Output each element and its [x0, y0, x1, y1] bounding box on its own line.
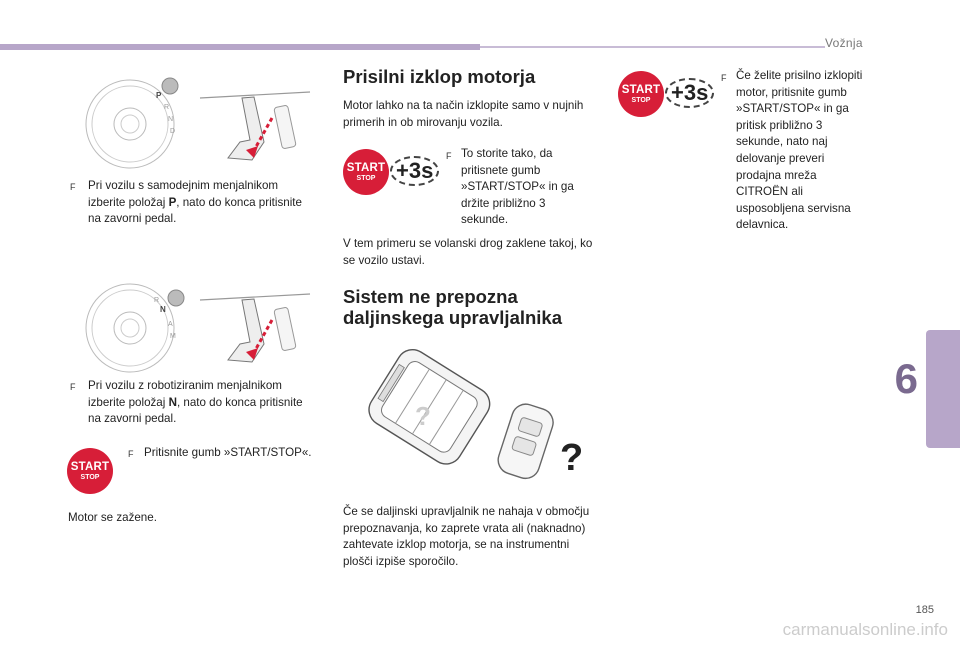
top-accent-line: [480, 46, 825, 48]
car-and-key-illustration: [355, 345, 590, 495]
bullet-icon: F: [721, 73, 727, 83]
watermark: carmanualsonline.info: [782, 620, 948, 639]
start-stop-button-icon: [343, 149, 389, 195]
gear-letter-r: R: [164, 104, 170, 111]
auto-gearbox-gear: P: [168, 195, 177, 209]
auto-gearbox-instruction: [88, 178, 318, 228]
remote-not-recognized-title: [343, 286, 562, 328]
bullet-icon: F: [446, 151, 452, 161]
auto-gearbox-text-post: , nato do konca pritisnite na zavorni pedal.: [88, 195, 302, 226]
remote-title-line2: daljinskega upravljalnika: [343, 307, 563, 328]
remote-title-line1: Sistem ne prepozna: [343, 286, 518, 307]
forced-stop-instruction: To storite tako, da pritisnete gumb »START/STOP« in ga držite približno 3 sekunde.: [461, 147, 574, 227]
key-question-mark: ?: [560, 437, 584, 479]
car-question-mark: ?: [415, 401, 431, 431]
robot-gearbox-text-post: , nato do konca pritisnite na zavorni pedal.: [88, 395, 303, 426]
hold-3s-icon: +3s: [665, 78, 714, 108]
section-header: Vožnja: [825, 36, 863, 50]
start-label: START: [70, 461, 110, 473]
bullet-icon: F: [128, 449, 134, 459]
gear-letter-m: M: [170, 333, 176, 340]
chapter-number: 6: [894, 355, 918, 402]
bullet-icon: F: [70, 182, 76, 192]
gear-pedal-illustration-robot: [82, 278, 312, 378]
gear-letter-p: P: [156, 91, 162, 100]
engine-started-text: Motor se zažene.: [68, 511, 157, 524]
hold-3s-icon: +3s: [390, 156, 439, 186]
robot-gearbox-instruction: [88, 378, 318, 428]
start-label: START: [346, 162, 386, 174]
gear-letter-n2: N: [160, 305, 166, 314]
bullet-icon: F: [70, 382, 76, 392]
page-number: 185: [915, 604, 934, 616]
chapter-tab: [926, 330, 960, 448]
robot-gearbox-gear: N: [168, 395, 177, 409]
gear-letter-d: D: [170, 128, 176, 135]
start-label: START: [621, 84, 661, 96]
gear-letter-a: A: [168, 321, 173, 328]
remote-not-recognized-text: Če se daljinski upravljalnik ne nahaja v območju prepoznavanja, ko zaprete vrata ali (naknadno) zahtevate izklop motorja, se na instrumentni plošči izpiše sporočilo.: [343, 505, 590, 568]
press-start-instruction: Pritisnite gumb »START/STOP«.: [144, 446, 312, 459]
stop-label: STOP: [631, 97, 651, 104]
auto-gearbox-text-pre: Pri vozilu s samodejnim menjalnikom izberite položaj: [88, 179, 279, 209]
steering-lock-note: V tem primeru se volanski drog zaklene takoj, ko se vozilo ustavi.: [343, 237, 593, 267]
start-stop-button-icon: [67, 448, 113, 494]
stop-label: STOP: [356, 175, 376, 182]
gear-letter-n: N: [168, 116, 174, 123]
stop-label: STOP: [80, 474, 100, 481]
top-accent-bar: [0, 44, 480, 50]
forced-stop-intro: Motor lahko na ta način izklopite samo v nujnih primerih in ob mirovanju vozila.: [343, 99, 584, 129]
right-forced-stop-instruction: Če želite prisilno izklopiti motor, pritisnite gumb »START/STOP« in ga pritisk približno 3 sekunde, nato naj delovanje preveri prodajna mreža CITROËN ali usposobljena servisna delavnica.: [736, 69, 863, 232]
robot-gearbox-text-pre: Pri vozilu z robotiziranim menjalnikom izberite položaj: [88, 379, 282, 409]
gear-pedal-illustration-auto: [82, 72, 312, 172]
forced-stop-title: Prisilni izklop motorja: [343, 66, 536, 87]
gear-letter-r2: R: [154, 297, 160, 304]
start-stop-button-icon: [618, 71, 664, 117]
